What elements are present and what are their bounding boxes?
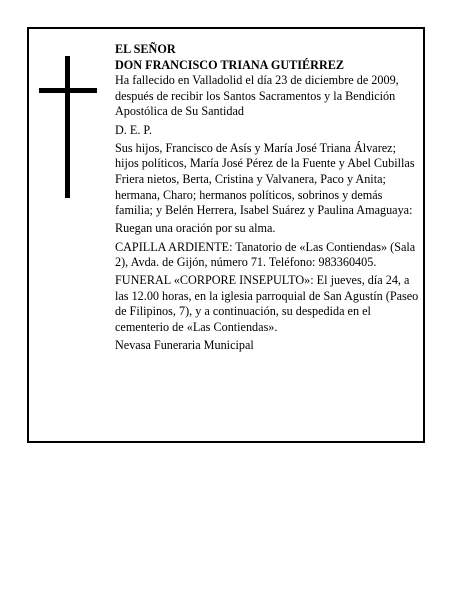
notice-text: [115, 42, 421, 356]
prayer-request: Ruegan una oración por su alma.: [115, 221, 276, 236]
cross-icon: [39, 56, 97, 198]
notice-title-line-2: DON FRANCISCO TRIANA GUTIÉRREZ: [115, 57, 345, 72]
chapel-info: CAPILLA ARDIENTE: Tanatorio de «Las Contiendas» (Sala 2), Avda. de Gijón, número 71. Teléfono: 983360405.: [115, 239, 416, 270]
cross-horizontal-bar: [39, 88, 97, 93]
death-announcement: Ha fallecido en Valladolid el día 23 de diciembre de 2009, después de recibir los Santos Sacramentos y la Bendición Apostólica de Su Santidad: [115, 73, 399, 119]
funeral-info: FUNERAL «CORPORE INSEPULTO»: El jueves, día 24, a las 12.00 horas, en la iglesia parroquial de San Agustín (Paseo de Filipinos, 7), y a continuación, su despedida en el cementerio de «Las Contiendas».: [115, 273, 419, 335]
obituary-notice: [27, 27, 425, 443]
cross-vertical-bar: [65, 56, 70, 198]
notice-title-line-1: EL SEÑOR: [115, 42, 176, 56]
rest-in-peace: D. E. P.: [115, 122, 152, 137]
funeral-home: Nevasa Funeraria Municipal: [115, 338, 254, 353]
family-list: Sus hijos, Francisco de Asís y María José Triana Álvarez; hijos políticos, María José Pérez de la Fuente y Abel Cubillas Friera nietos, Berta, Cristina y Valvanera, Paco y Anita; hermana, Charo; hermanos políticos, sobrinos y demás familia; y Belén Herrera, Isabel Suárez y Paulina Amaguaya:: [115, 140, 415, 218]
